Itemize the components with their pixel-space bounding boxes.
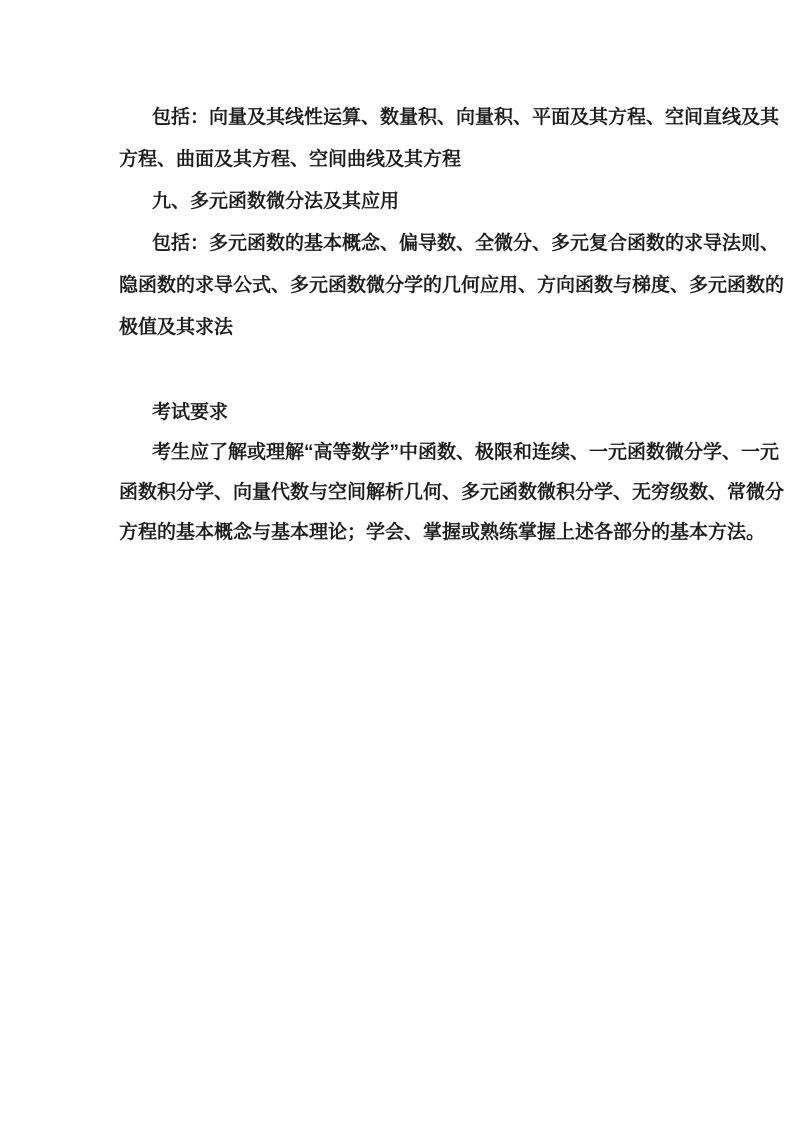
- paragraph-vector-geometry-includes: [119, 97, 780, 181]
- text-line: 隐函数的求导公式、多元函数微分学的几何应用、方向函数与梯度、多元函数的: [119, 275, 785, 296]
- text-line: 包括：多元函数的基本概念、偏导数、全微分、多元复合函数的求导法则、: [152, 233, 780, 254]
- document-text-block: [119, 97, 785, 553]
- text-line: 方程的基本概念与基本理论；学会、掌握或熟练掌握上述各部分的基本方法。: [119, 522, 766, 543]
- section-heading-line: 考试要求: [152, 402, 229, 423]
- heading-section-nine: [119, 181, 672, 223]
- paragraph-exam-requirements-body: [119, 433, 785, 553]
- text-line: 函数积分学、向量代数与空间解析几何、多元函数微积分学、无穷级数、常微分: [119, 482, 785, 503]
- heading-exam-requirements: [119, 393, 672, 433]
- section-heading-line: 九、多元函数微分法及其应用: [152, 191, 400, 212]
- text-line: 考生应了解或理解“高等数学”中函数、极限和连续、一元函数微分学、一元: [152, 442, 780, 463]
- text-line: 方程、曲面及其方程、空间曲线及其方程: [119, 149, 462, 170]
- text-line: 极值及其求法: [119, 317, 234, 338]
- paragraph-multivariable-differential-includes: [119, 223, 785, 349]
- text-line: 包括：向量及其线性运算、数量积、向量积、平面及其方程、空间直线及其: [152, 107, 780, 128]
- blank-line: [119, 349, 672, 393]
